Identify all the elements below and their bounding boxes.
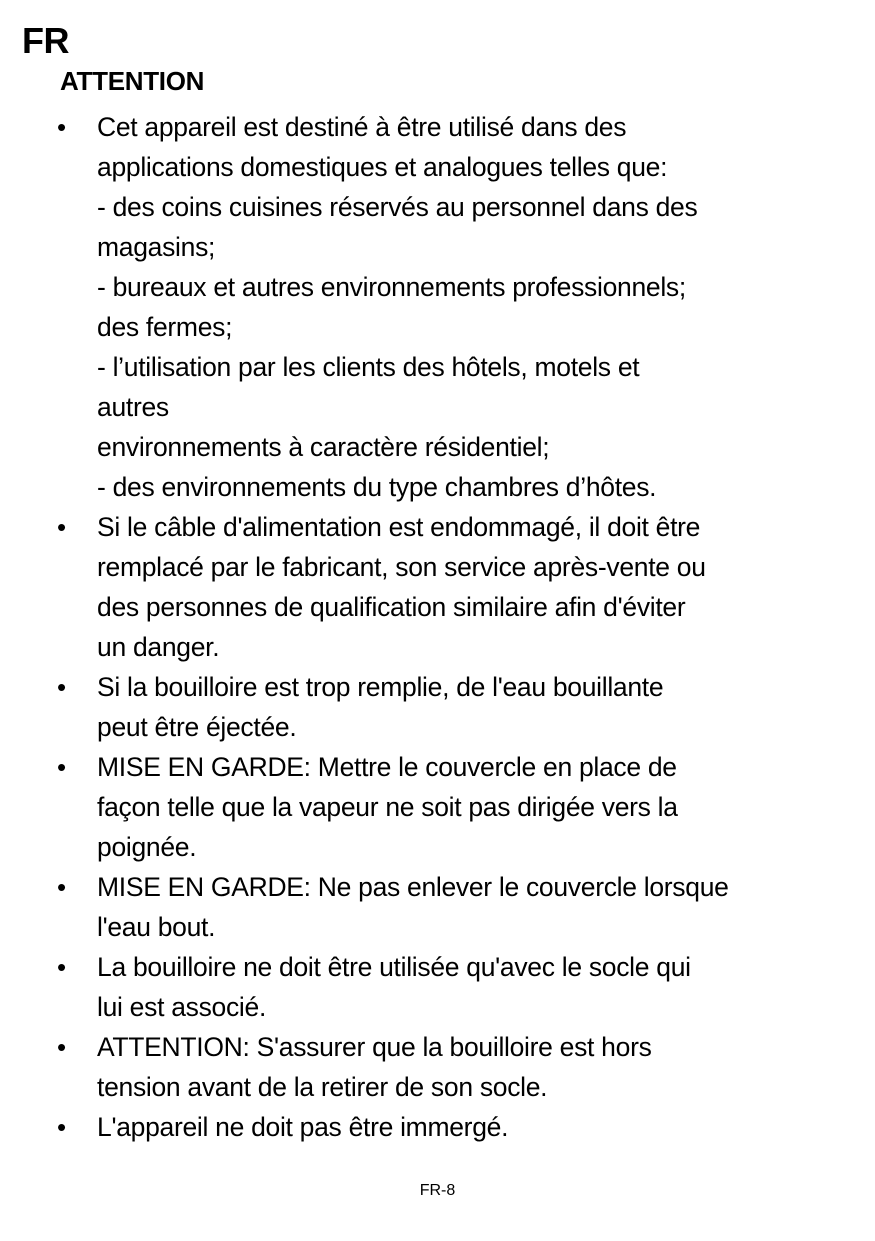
safety-instructions-list bbox=[57, 107, 837, 1147]
bullet-text-line: L'appareil ne doit pas être immergé. bbox=[97, 1112, 509, 1142]
bullet-dot-icon: • bbox=[57, 872, 66, 902]
bullet-text-line: tension avant de la retirer de son socle. bbox=[97, 1072, 548, 1102]
bullet-text-line: remplacé par le fabricant, son service après-vente ou bbox=[97, 552, 706, 582]
bullet-text-line: Cet appareil est destiné à être utilisé dans des bbox=[97, 112, 627, 142]
bullet-item bbox=[57, 1107, 837, 1147]
bullet-text-line: l'eau bout. bbox=[97, 912, 216, 942]
page-heading: ATTENTION bbox=[60, 66, 205, 96]
bullet-text-line: magasins; bbox=[97, 232, 216, 262]
bullet-item bbox=[57, 507, 837, 667]
bullet-text-line: des personnes de qualification similaire afin d'éviter bbox=[97, 592, 686, 622]
bullet-item bbox=[57, 1027, 837, 1107]
bullet-text-line: Si le câble d'alimentation est endommagé, il doit être bbox=[97, 512, 701, 542]
bullet-dot-icon: • bbox=[57, 512, 66, 542]
bullet-text-line: des fermes; bbox=[97, 312, 233, 342]
language-code: FR bbox=[22, 20, 69, 61]
bullet-text-line: lui est associé. bbox=[97, 992, 267, 1022]
bullet-text-line: - des coins cuisines réservés au personnel dans des bbox=[97, 192, 698, 222]
bullet-text-line: ATTENTION: S'assurer que la bouilloire est hors bbox=[97, 1032, 652, 1062]
bullet-text-line: Si la bouilloire est trop remplie, de l'eau bouillante bbox=[97, 672, 664, 702]
bullet-text-line: MISE EN GARDE: Ne pas enlever le couvercle lorsque bbox=[97, 872, 729, 902]
bullet-text-line: façon telle que la vapeur ne soit pas dirigée vers la bbox=[97, 792, 678, 822]
bullet-item bbox=[57, 107, 837, 507]
bullet-item bbox=[57, 867, 837, 947]
bullet-item bbox=[57, 667, 837, 747]
bullet-dot-icon: • bbox=[57, 1112, 66, 1142]
page-number: FR-8 bbox=[419, 1182, 456, 1199]
bullet-text-line: La bouilloire ne doit être utilisée qu'avec le socle qui bbox=[97, 952, 691, 982]
bullet-text-line: applications domestiques et analogues telles que: bbox=[97, 152, 668, 182]
bullet-text-line: - bureaux et autres environnements professionnels; bbox=[97, 272, 686, 302]
bullet-text-line: MISE EN GARDE: Mettre le couvercle en place de bbox=[97, 752, 677, 782]
bullet-text-line: - l’utilisation par les clients des hôtels, motels et bbox=[97, 352, 640, 382]
bullet-text-line: autres bbox=[97, 392, 169, 422]
bullet-item bbox=[57, 747, 837, 867]
bullet-dot-icon: • bbox=[57, 952, 66, 982]
bullet-dot-icon: • bbox=[57, 672, 66, 702]
bullet-dot-icon: • bbox=[57, 752, 66, 782]
bullet-dot-icon: • bbox=[57, 1032, 66, 1062]
bullet-text-line: poignée. bbox=[97, 832, 197, 862]
bullet-text-line: environnements à caractère résidentiel; bbox=[97, 432, 550, 462]
bullet-item bbox=[57, 947, 837, 1027]
bullet-dot-icon: • bbox=[57, 112, 66, 142]
bullet-text-line: - des environnements du type chambres d’hôtes. bbox=[97, 472, 657, 502]
bullet-text-line: peut être éjectée. bbox=[97, 712, 297, 742]
bullet-text-line: un danger. bbox=[97, 632, 220, 662]
